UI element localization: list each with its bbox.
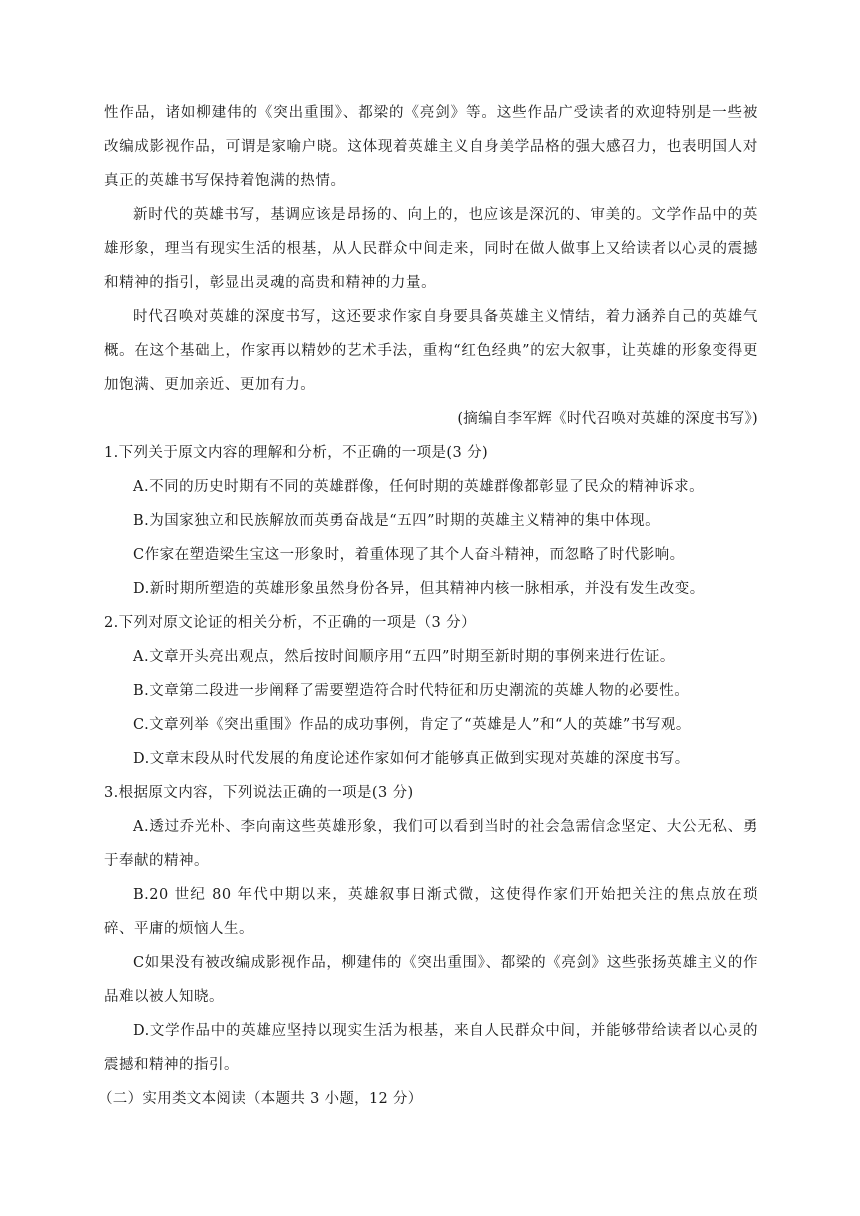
question-2 xyxy=(104,606,758,776)
question-1-option-a: A.不同的历史时期有不同的英雄群像，任何时期的英雄群像都彰显了民众的精神诉求。 xyxy=(133,479,705,495)
passage-paragraph-2: 新时代的英雄书写，基调应该是昂扬的、向上的，也应该是深沉的、审美的。文学作品中的英雄形象，理当有现实生活的根基，从人民群众中间走来，同时在做人做事上又给读者以心灵的震撼和精神的指引，彰显出灵魂的高贵和精神的力量。 xyxy=(104,207,758,291)
question-2-option-d: D.文章末段从时代发展的角度论述作家如何才能够真正做到实现对英雄的深度书写。 xyxy=(133,751,690,767)
question-3 xyxy=(104,776,758,1082)
question-1-option-b: B.为国家独立和民族解放而英勇奋战是“五四”时期的英雄主义精神的集中体现。 xyxy=(133,513,661,529)
passage-paragraph-1: 性作品，诸如柳建伟的《突出重围》、都梁的《亮剑》等。这些作品广受读者的欢迎特别是一些被改编成影视作品，可谓是家喻户晓。这体现着英雄主义自身美学品格的强大感召力，也表明国人对真正的英雄书写保持着饱满的热情。 xyxy=(104,105,758,189)
question-3-option-a: A.透过乔光朴、李向南这些英雄形象，我们可以看到当时的社会急需信念坚定、大公无私、勇于奉献的精神。 xyxy=(104,819,758,869)
question-3-stem: 3.根据原文内容，下列说法正确的一项是(3 分) xyxy=(104,785,414,801)
passage-paragraph-3: 时代召唤对英雄的深度书写，这还要求作家自身要具备英雄主义情结，着力涵养自己的英雄气概。在这个基础上，作家再以精妙的艺术手法，重构“红色经典”的宏大叙事，让英雄的形象变得更加饱满、更加亲近、更加有力。 xyxy=(104,309,758,393)
passage-source: (摘编自李军辉《时代召唤对英雄的深度书写》) xyxy=(457,411,758,427)
question-3-option-b: B.20 世纪 80 年代中期以来，英雄叙事日渐式微，这使得作家们开始把关注的焦点放在琐碎、平庸的烦恼人生。 xyxy=(104,887,758,937)
question-2-option-a: A.文章开头亮出观点，然后按时间顺序用“五四”时期至新时期的事例来进行佐证。 xyxy=(133,649,675,665)
question-2-option-c: C.文章列举《突出重围》作品的成功事例，肯定了“英雄是人”和“人的英雄”书写观。 xyxy=(133,717,691,733)
section-heading: （二）实用类文本阅读（本题共 3 小题，12 分） xyxy=(98,1091,423,1107)
question-3-option-c: C如果没有被改编成影视作品，柳建伟的《突出重围》、都梁的《亮剑》这些张扬英雄主义的作品难以被人知晓。 xyxy=(104,955,758,1005)
question-1-option-c: C作家在塑造梁生宝这一形象时，着重体现了其个人奋斗精神，而忽略了时代影响。 xyxy=(133,547,685,563)
question-3-option-d: D.文学作品中的英雄应坚持以现实生活为根基，来自人民群众中间，并能够带给读者以心灵的震撼和精神的指引。 xyxy=(104,1023,758,1073)
document-page xyxy=(98,96,758,1116)
question-2-option-b: B.文章第二段进一步阐释了需要塑造符合时代特征和历史潮流的英雄人物的必要性。 xyxy=(133,683,690,699)
question-2-stem: 2.下列对原文论证的相关分析，不正确的一项是（3 分） xyxy=(104,615,476,631)
question-1 xyxy=(104,436,758,606)
question-1-stem: 1.下列关于原文内容的理解和分析，不正确的一项是(3 分) xyxy=(104,445,489,461)
question-1-option-d: D.新时期所塑造的英雄形象虽然身份各异，但其精神内核一脉相承，并没有发生改变。 xyxy=(133,581,705,597)
